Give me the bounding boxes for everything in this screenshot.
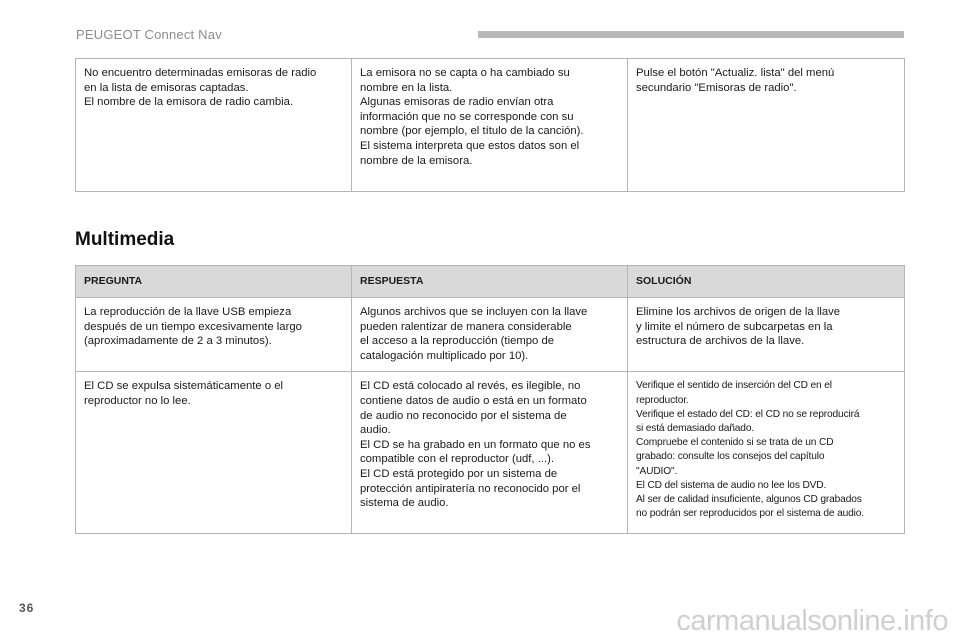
question-cell: No encuentro determinadas emisoras de radio en la lista de emisoras captadas. El nombre de la emisora de radio cambia. <box>76 59 352 192</box>
column-header-solution: SOLUCIÓN <box>628 266 905 298</box>
question-cell: La reproducción de la llave USB empieza después de un tiempo excesivamente largo (aproximadamente de 2 a 3 minutos). <box>76 298 352 372</box>
solution-cell: Elimine los archivos de origen de la llave y limite el número de subcarpetas en la estructura de archivos de la llave. <box>628 298 905 372</box>
watermark: carmanualsonline.info <box>676 605 948 637</box>
section-title: Multimedia <box>75 229 175 250</box>
page-header-title: PEUGEOT Connect Nav <box>76 27 222 42</box>
column-header-answer: RESPUESTA <box>352 266 628 298</box>
answer-cell: El CD está colocado al revés, es ilegible, no contiene datos de audio o está en un formato de audio no reconocido por el sistema de audio. El CD se ha grabado en un formato que no es compatible con el reproductor (udf, ...). El CD está protegido por un sistema de protección antipiratería no reconocido por el sistema de audio. <box>352 372 628 534</box>
answer-cell: La emisora no se capta o ha cambiado su nombre en la lista. Algunas emisoras de radio envían otra información que no se corresponde con su nombre (por ejemplo, el título de la canción). El sistema interpreta que estos datos son el nombre de la emisora. <box>352 59 628 192</box>
solution-cell: Verifique el sentido de inserción del CD en el reproductor. Verifique el estado del CD: el CD no se reproducirá si está demasiado dañado. Compruebe el contenido si se trata de un CD grabado: consulte los consejos del capítulo "AUDIO". El CD del sistema de audio no lee los DVD. Al ser de calidad insuficiente, algunos CD grabados no podrán ser reproducidos por el sistema de audio. <box>628 372 905 534</box>
multimedia-troubleshooting-table <box>75 265 905 534</box>
answer-cell: Algunos archivos que se incluyen con la llave pueden ralentizar de manera considerable el acceso a la reproducción (tiempo de catalogación multiplicado por 10). <box>352 298 628 372</box>
column-header-question: PREGUNTA <box>76 266 352 298</box>
table-row <box>76 59 905 192</box>
question-cell: El CD se expulsa sistemáticamente o el reproductor no lo lee. <box>76 372 352 534</box>
header-bar <box>478 31 904 38</box>
table-header-row <box>76 266 905 298</box>
radio-troubleshooting-table <box>75 58 905 192</box>
table-row <box>76 298 905 372</box>
table-row <box>76 372 905 534</box>
page-number: 36 <box>19 601 35 615</box>
solution-cell: Pulse el botón "Actualiz. lista" del menú secundario "Emisoras de radio". <box>628 59 905 192</box>
